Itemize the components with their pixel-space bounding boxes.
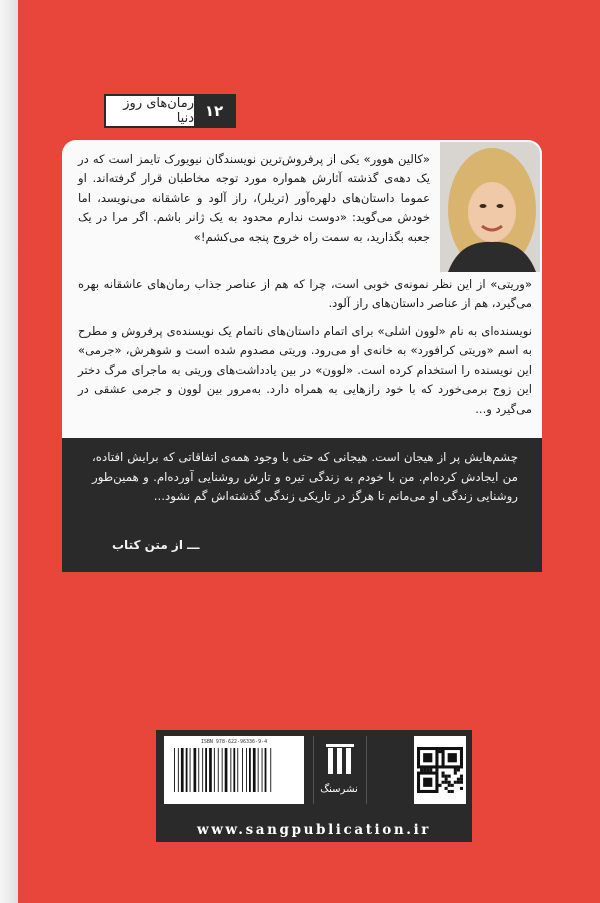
qr-code-icon[interactable] [414, 736, 466, 804]
excerpt-text: چشم‌هایش پر از هیجان است. هیجانی که حتی با وجود همه‌ی اتفاقاتی که برایش افتاده، من ایجادش کرده‌ام. من با خودم به زندگی تیره و تارش روشنایی آورده‌ام. و همین‌طور روشنایی زندگی او می‌مانم تا هرگز در تاریکی زندگی گذشته‌اش گم نشود... [92, 450, 518, 503]
barcode [164, 736, 304, 804]
genre-note: «وریتی» از این نظر نمونه‌ی خوبی است، چرا که هم از عناصر جذاب رمان‌های عاشقانه بهره می‌گیرد، هم از عناصر داستان‌های راز آلود. [78, 277, 532, 311]
author-photo [440, 142, 540, 272]
plot-summary: نویسنده‌ای به نام «لوون اشلی» برای اتمام داستان‌های ناتمام یک نویسنده‌ی پرفروش و مطرح به اسم «وریتی کرافورد» به خانه‌ی او می‌رود. وریتی مصدوم شده است و شوهرش، «جرمی» این نویسنده را استخدام کرده است. «لوون» در بین یادداشت‌های وریتی به ماجرای مرگ دختر این زوج برمی‌خورد که با خود رازهایی به همراه دارد. به‌مرور بین لوون و جرمی عشقی در می‌گیرد و... [78, 324, 532, 416]
author-bio: «کالین هوور» یکی از پرفروش‌ترین نویسندگان نیویورک تایمز است که در یک دهه‌ی گذشته آثارش همواره مورد توجه مخاطبان قرار گرفته‌اند. او عموما داستان‌های دلهره‌آور (تریلر)، راز آلود و عاشقانه می‌نویسد، اما خودش می‌گوید: «دوست ندارم محدود به یک ژانر باشم. اگر مرا در یک جعبه بگذارید، به سمت راه خروج پنجه می‌کشم!» [78, 152, 430, 244]
series-label [104, 94, 236, 128]
series-number: ۱۲ [194, 96, 234, 126]
series-title: رمان‌های روز دنیا [106, 96, 194, 126]
spine-shadow [0, 0, 18, 903]
publisher-website: www.sangpublication.ir [196, 822, 432, 838]
excerpt-source: ـــ از متن کتاب [112, 538, 200, 552]
publisher-name: نشرسنگ [320, 784, 358, 795]
isbn-text: ISBN 978-622-96336-9-4 [200, 739, 268, 745]
